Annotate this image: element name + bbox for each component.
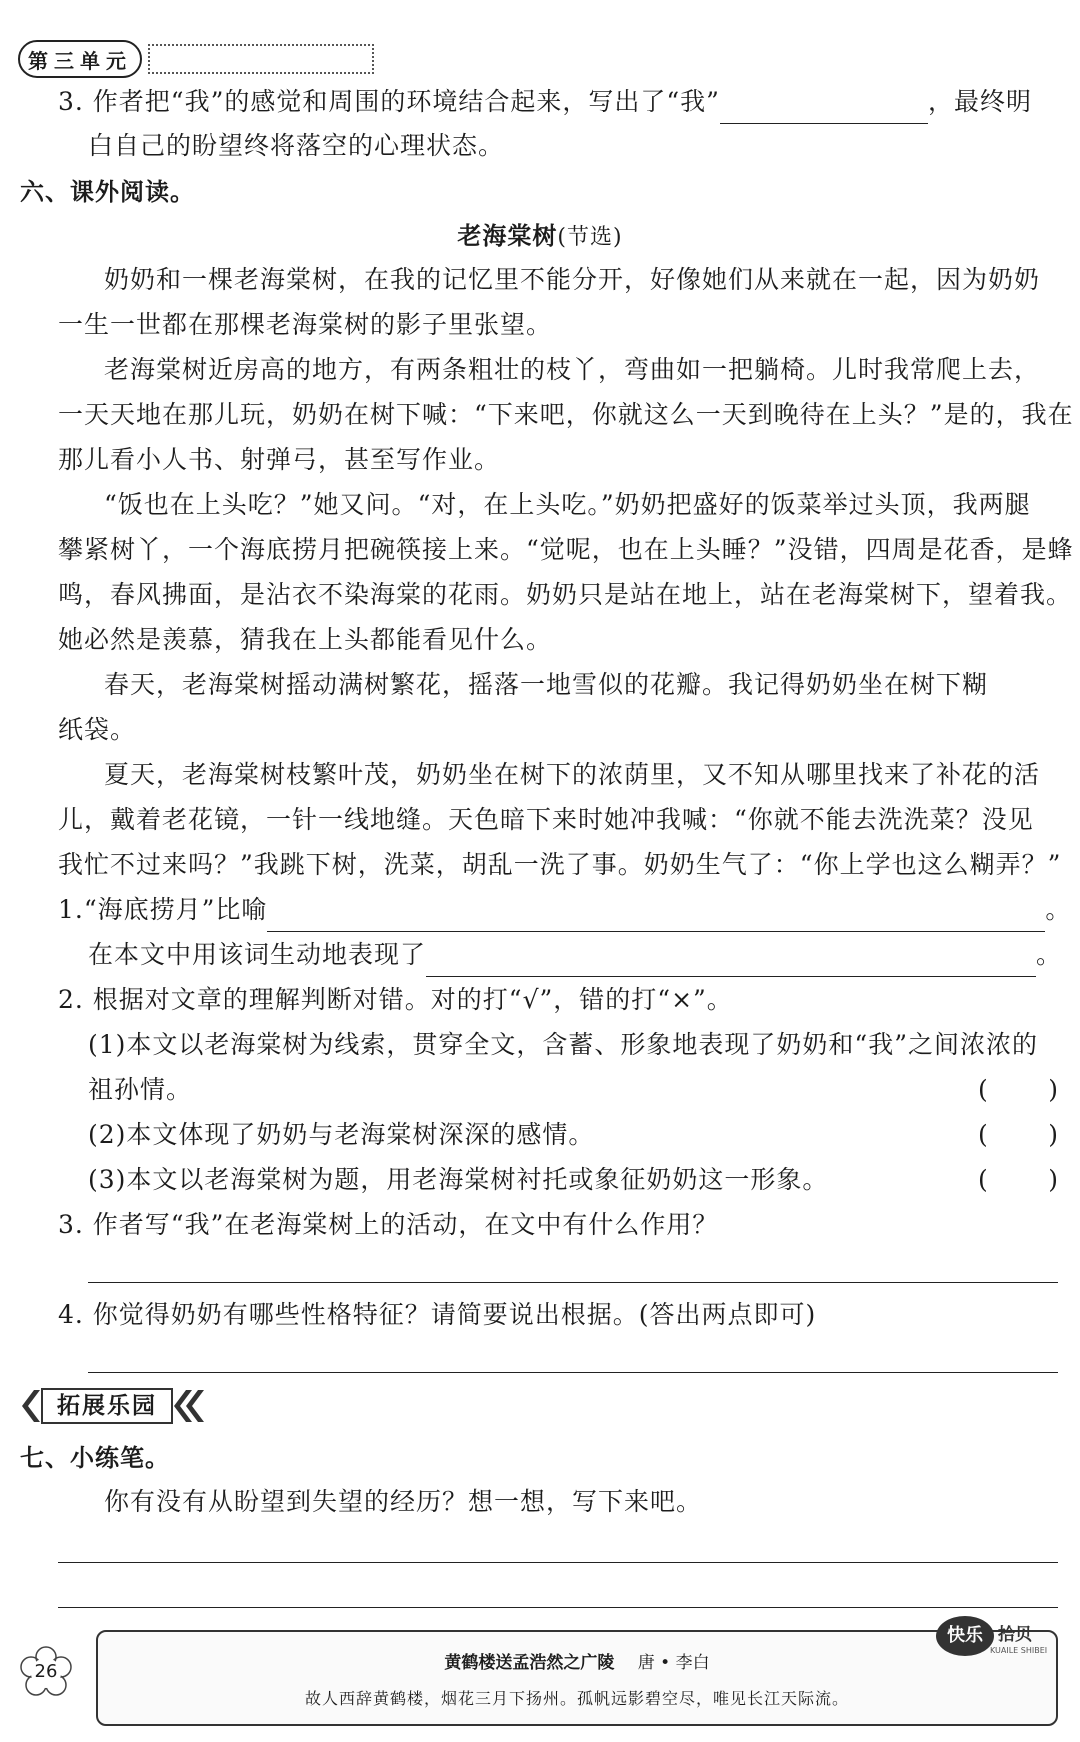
- article-line: 她必然是羡慕，猜我在上头都能看见什么。: [58, 625, 553, 654]
- logo-side: 拾贝: [998, 1625, 1032, 1645]
- q4-answer-line[interactable]: [88, 1372, 1058, 1373]
- brand-logo: [936, 1612, 1062, 1670]
- section7-prompt: 你有没有从盼望到失望的经历？想一想，写下来吧。: [104, 1487, 703, 1516]
- section6-title: 六、课外阅读。: [20, 178, 195, 206]
- poem-author: 唐 • 李白: [637, 1653, 710, 1673]
- prev-q3-text-a: 3. 作者把“我”的感觉和周围的环境结合起来，写出了“我”: [58, 87, 720, 116]
- q2-1-line1: (1)本文以老海棠树为线索，贯穿全文，含蓄、形象地表现了奶奶和“我”之间浓浓的: [88, 1030, 1038, 1059]
- q1b-blank[interactable]: [426, 946, 1036, 977]
- article-line: “饭也在上头吃？”她又问。“对，在上头吃。”奶奶把盛好的饭菜举过头顶，我两腿: [104, 490, 1031, 519]
- article-line: 老海棠树近房高的地方，有两条粗壮的枝丫，弯曲如一把躺椅。儿时我常爬上去，: [104, 355, 1041, 384]
- article-line: 一生一世都在那棵老海棠树的影子里张望。: [58, 310, 553, 339]
- poem-heading: [98, 1648, 1056, 1673]
- q1-line1: [58, 888, 1080, 932]
- poem-text: 故人西辞黄鹤楼，烟花三月下扬州。孤帆远影碧空尽，唯见长江天际流。: [304, 1689, 849, 1708]
- q4-line: 4. 你觉得奶奶有哪些性格特征？请简要说出根据。(答出两点即可): [58, 1300, 817, 1329]
- article-line: 奶奶和一棵老海棠树，在我的记忆里不能分开，好像她们从来就在一起，因为奶奶: [104, 265, 1041, 294]
- unit-dotted-box: [148, 44, 374, 74]
- page-number: 26: [34, 1661, 58, 1682]
- article-line: 攀紧树丫，一个海底捞月把碗筷接上来。“觉呢，也在上头睡？”没错，四周是花香，是蜂: [58, 535, 1074, 564]
- writing-line-2[interactable]: [58, 1607, 1058, 1608]
- poem-title: 黄鹤楼送孟浩然之广陵: [444, 1653, 615, 1673]
- q2-2-line: (2)本文体现了奶奶与老海棠树深深的感情。: [88, 1120, 595, 1149]
- logo-main: 快乐: [936, 1616, 994, 1656]
- page-number-badge: [18, 1645, 74, 1701]
- article-line: 夏天，老海棠树枝繁叶茂，奶奶坐在树下的浓荫里，又不知从哪里找来了补花的活: [104, 760, 1041, 789]
- section7-title: 七、小练笔。: [20, 1444, 170, 1472]
- article-line: 那儿看小人书、射弹弓，甚至写作业。: [58, 445, 501, 474]
- q1b-text: 在本文中用该词生动地表现了: [88, 940, 427, 969]
- q3-answer-line[interactable]: [88, 1282, 1058, 1283]
- prev-q3-text-b: ，最终明: [927, 87, 1032, 116]
- article-line: 儿，戴着老花镜，一针一线地缝。天色暗下来时她冲我喊：“你就不能去洗洗菜？没见: [58, 805, 1034, 834]
- q1-text: 1.“海底捞月”比喻: [58, 895, 268, 924]
- q2-2-answer-parens[interactable]: ( ): [978, 1120, 1058, 1149]
- q1b-period: 。: [1036, 940, 1063, 969]
- article-line: 一天天地在那儿玩，奶奶在树下喊：“下来吧，你就这么一天到晚待在上头？”是的，我在: [58, 400, 1074, 429]
- q1-period: 。: [1045, 895, 1072, 924]
- q2-3-answer-parens[interactable]: ( ): [978, 1165, 1058, 1194]
- q2-3-line: (3)本文以老海棠树为题，用老海棠树衬托或象征奶奶这一形象。: [88, 1165, 829, 1194]
- article-title-note: (节选): [557, 225, 623, 250]
- logo-sub: KUAILE SHIBEI: [990, 1646, 1048, 1655]
- q1-blank[interactable]: [267, 901, 1045, 932]
- writing-line-1[interactable]: [58, 1562, 1058, 1563]
- q1-line2: [88, 933, 1080, 977]
- footer-poem-box: [96, 1630, 1058, 1726]
- q3-line: 3. 作者写“我”在老海棠树上的活动，在文中有什么作用？: [58, 1210, 719, 1239]
- article-line: 春天，老海棠树摇动满树繁花，摇落一地雪似的花瓣。我记得奶奶坐在树下糊: [104, 670, 989, 699]
- prev-q3-blank[interactable]: [720, 93, 928, 124]
- q2-1-line2: 祖孙情。: [88, 1075, 193, 1104]
- article-title: 老海棠树: [457, 222, 558, 250]
- article-line: 纸袋。: [58, 715, 137, 744]
- article-line: 我忙不过来吗？”我跳下树，洗菜，胡乱一洗了事。奶奶生气了：“你上学也这么糊弄？”: [58, 850, 1062, 879]
- prev-q3-line1: [58, 80, 1080, 124]
- article-line: 鸣，春风拂面，是沾衣不染海棠的花雨。奶奶只是站在地上，站在老海棠树下，望着我。: [58, 580, 1073, 609]
- q2-title: 2. 根据对文章的理解判断对错。对的打“√”，错的打“×”。: [58, 985, 733, 1014]
- prev-q3-line2: 白自己的盼望终将落空的心理状态。: [88, 131, 505, 160]
- unit-tag: 第三单元: [18, 40, 142, 78]
- banner-label: 拓展乐园: [57, 1393, 157, 1419]
- article-title-row: [0, 214, 1080, 260]
- expansion-banner: [20, 1386, 206, 1426]
- q2-1-answer-parens[interactable]: ( ): [978, 1075, 1058, 1104]
